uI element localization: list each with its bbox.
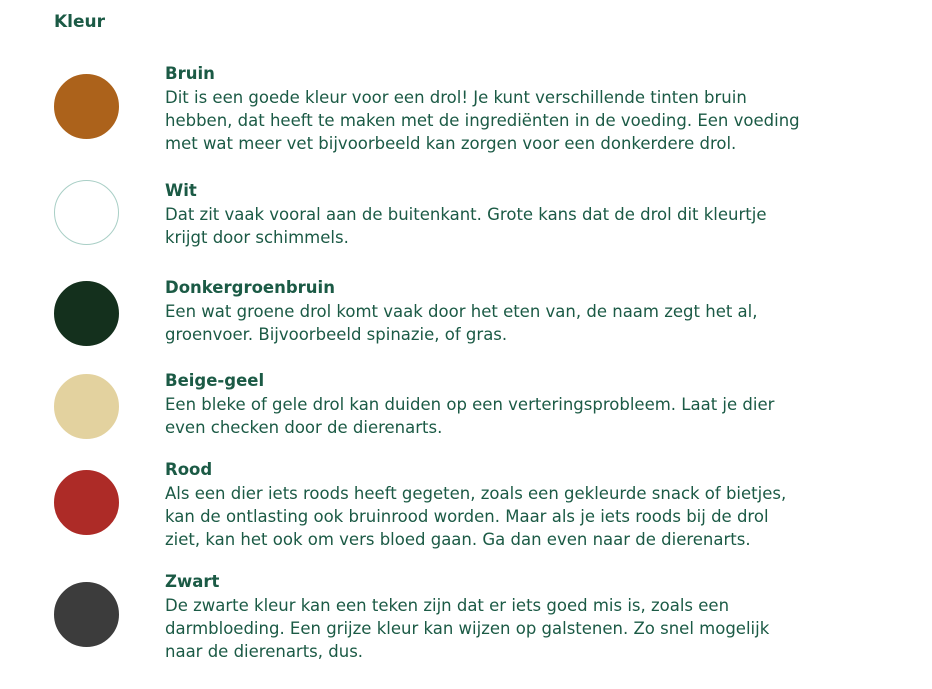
color-description: Een bleke of gele drol kan duiden op een verteringsprobleem. Laat je dier even checken door de dierenarts. (165, 395, 775, 437)
color-text-rood (165, 459, 885, 551)
color-description: Als een dier iets roods heeft gegeten, zoals een gekleurde snack of bietjes, kan de ontlasting ook bruinrood worden. Maar als je iets roods bij de drol ziet, kan het ook om vers bloed gaan. Ga dan even naar de dierenarts. (165, 484, 787, 549)
color-description: De zwarte kleur kan een teken zijn dat er iets goed mis is, zoals een darmbloeding. Een grijze kleur kan wijzen op galstenen. Zo snel mogelijk naar de dierenarts, dus. (165, 596, 770, 661)
color-text-donkergroenbruin (165, 277, 885, 346)
color-name: Zwart (165, 572, 220, 591)
section-title: Kleur (54, 12, 106, 32)
color-swatch-wit (54, 180, 119, 245)
color-name: Beige-geel (165, 371, 265, 390)
color-description: Een wat groene drol komt vaak door het eten van, de naam zegt het al, groenvoer. Bijvoorbeeld spinazie, of gras. (165, 302, 758, 344)
color-swatch-rood (54, 470, 119, 535)
color-swatch-donkergroenbruin (54, 281, 119, 346)
color-text-beige-geel (165, 370, 885, 439)
color-name: Bruin (165, 64, 215, 83)
color-name: Donkergroenbruin (165, 278, 335, 297)
color-name: Rood (165, 460, 213, 479)
color-text-bruin (165, 63, 885, 155)
color-swatch-zwart (54, 582, 119, 647)
color-text-zwart (165, 571, 885, 663)
color-name: Wit (165, 181, 197, 200)
color-description: Dat zit vaak vooral aan de buitenkant. Grote kans dat de drol dit kleurtje krijgt door schimmels. (165, 205, 767, 247)
color-swatch-bruin (54, 74, 119, 139)
color-description: Dit is een goede kleur voor een drol! Je kunt verschillende tinten bruin hebben, dat heeft te maken met de ingrediënten in de voeding. Een voeding met wat meer vet bijvoorbeeld kan zorgen voor een donkerdere drol. (165, 88, 800, 153)
color-text-wit (165, 180, 885, 249)
color-swatch-beige-geel (54, 374, 119, 439)
